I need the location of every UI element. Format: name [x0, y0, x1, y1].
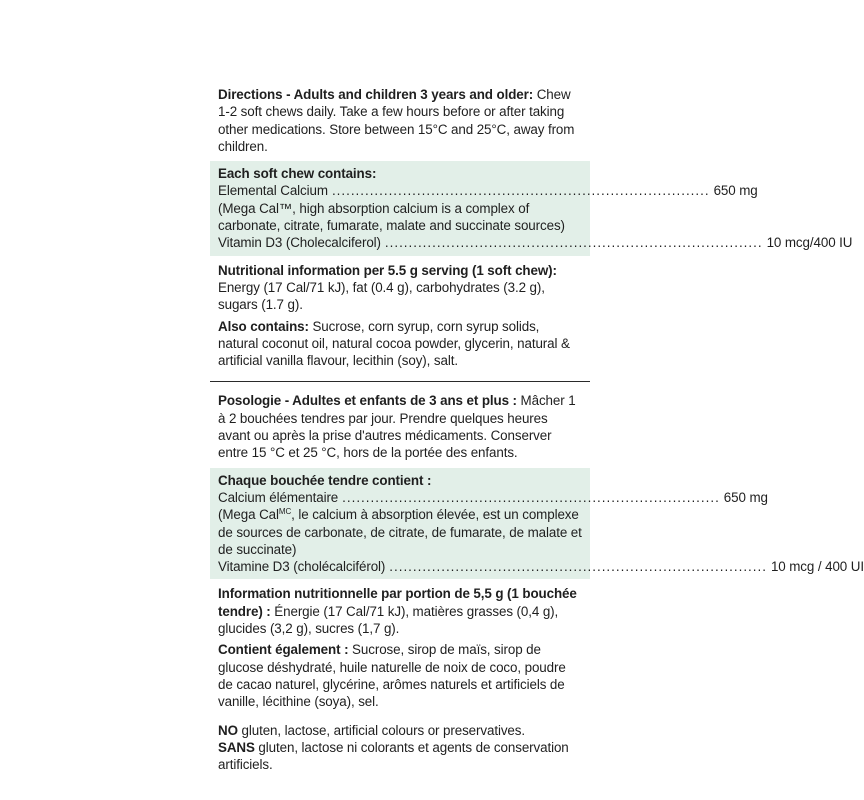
trademark-mark: MC: [278, 507, 292, 517]
also-contains-fr-heading: Contient également :: [218, 642, 349, 658]
dot-leader: ................................................................................: [384, 235, 763, 251]
free-from-fr-bold: SANS: [218, 739, 255, 755]
calcium-note-en: (Mega Cal™, high absorption calcium is a complex of carbonate, citrate, fumarate, malate and succinate sources): [218, 200, 565, 234]
ingredient-row-vitd-en: [218, 234, 853, 251]
calcium-note-fr: [218, 506, 582, 558]
nutrition-en: [210, 262, 590, 370]
ingredient-name: Calcium élémentaire: [218, 489, 339, 505]
free-from-en-text: gluten, lactose, artificial colours or preservatives.: [237, 722, 525, 738]
dot-leader: ................................................................................: [331, 183, 710, 199]
product-label-panel: [210, 86, 864, 773]
ingredient-name: Vitamin D3 (Cholecalciferol): [218, 235, 381, 251]
ingredient-name: Vitamine D3 (cholécalciférol): [218, 559, 386, 575]
nutrition-en-text: Energy (17 Cal/71 kJ), fat (0.4 g), carbohydrates (3.2 g), sugars (1.7 g).: [218, 279, 545, 313]
ingredient-row-calcium-fr: [218, 489, 768, 506]
dot-leader: ................................................................................: [389, 559, 767, 575]
contains-en-box: [210, 161, 853, 255]
calcium-note-fr-prefix: (Mega Cal: [218, 507, 279, 523]
nutrition-fr-heading: Information nutritionnelle par portion de 5,5 g (1 bouchée tendre) :: [218, 586, 577, 619]
ingredient-quantity: 650 mg: [723, 489, 768, 505]
free-from-statement: [210, 722, 590, 774]
also-contains-en-text: Sucrose, corn syrup, corn syrup solids, natural coconut oil, natural cocoa powder, glycerin, natural & artificial vanilla flavour, lecithin (soy), salt.: [218, 318, 570, 369]
ingredient-quantity: 10 mcg/400 IU: [766, 235, 853, 251]
nutrition-fr: [210, 585, 590, 710]
directions-fr-text: Mâcher 1 à 2 bouchées tendres par jour. Prendre quelques heures avant ou après la prise d'autres médicaments. Conserver entre 15 °C et 25 °C, hors de la portée des enfants.: [218, 393, 576, 461]
directions-en-text: Chew 1-2 soft chews daily. Take a few hours before or after taking other medications. Store between 15°C and 25°C, away from children.: [218, 87, 575, 154]
ingredient-row-vitd-fr: [218, 558, 864, 575]
ingredient-quantity: 10 mcg / 400 UI: [770, 559, 864, 575]
nutrition-fr-text: Énergie (17 Cal/71 kJ), matières grasses (0,4 g), glucides (3,2 g), sucres (1,7 g).: [218, 603, 559, 637]
directions-fr: [210, 392, 590, 461]
also-contains-en-heading: Also contains:: [218, 318, 309, 334]
directions-en: [210, 86, 590, 155]
ingredient-row-calcium-en: [218, 182, 758, 199]
dot-leader: ................................................................................: [342, 489, 720, 505]
contains-en-heading: Each soft chew contains:: [218, 166, 377, 182]
free-from-fr-text: gluten, lactose ni colorants et agents de conservation artificiels.: [218, 739, 569, 773]
nutrition-en-heading: Nutritional information per 5.5 g serving (1 soft chew):: [218, 262, 557, 278]
ingredient-name: Elemental Calcium: [218, 183, 328, 199]
directions-en-heading: Directions - Adults and children 3 years and older:: [218, 87, 534, 102]
calcium-note-fr-rest: , le calcium à absorption élevée, est un complexe de sources de carbonate, de citrate, de fumarate, de malate et de succinate): [218, 507, 582, 557]
directions-fr-heading: Posologie - Adultes et enfants de 3 ans et plus :: [218, 393, 517, 409]
ingredient-quantity: 650 mg: [713, 183, 758, 199]
contains-fr-heading: Chaque bouchée tendre contient :: [218, 472, 432, 488]
also-contains-fr-text: Sucrose, sirop de maïs, sirop de glucose déshydraté, huile naturelle de noix de coco, poudre de cacao naturel, glycérine, arômes naturels et artificiels de vanille, lécithine (soya), sel.: [218, 642, 566, 710]
contains-fr-box: [210, 468, 864, 580]
free-from-en-bold: NO: [218, 722, 238, 738]
language-divider: [210, 381, 590, 382]
